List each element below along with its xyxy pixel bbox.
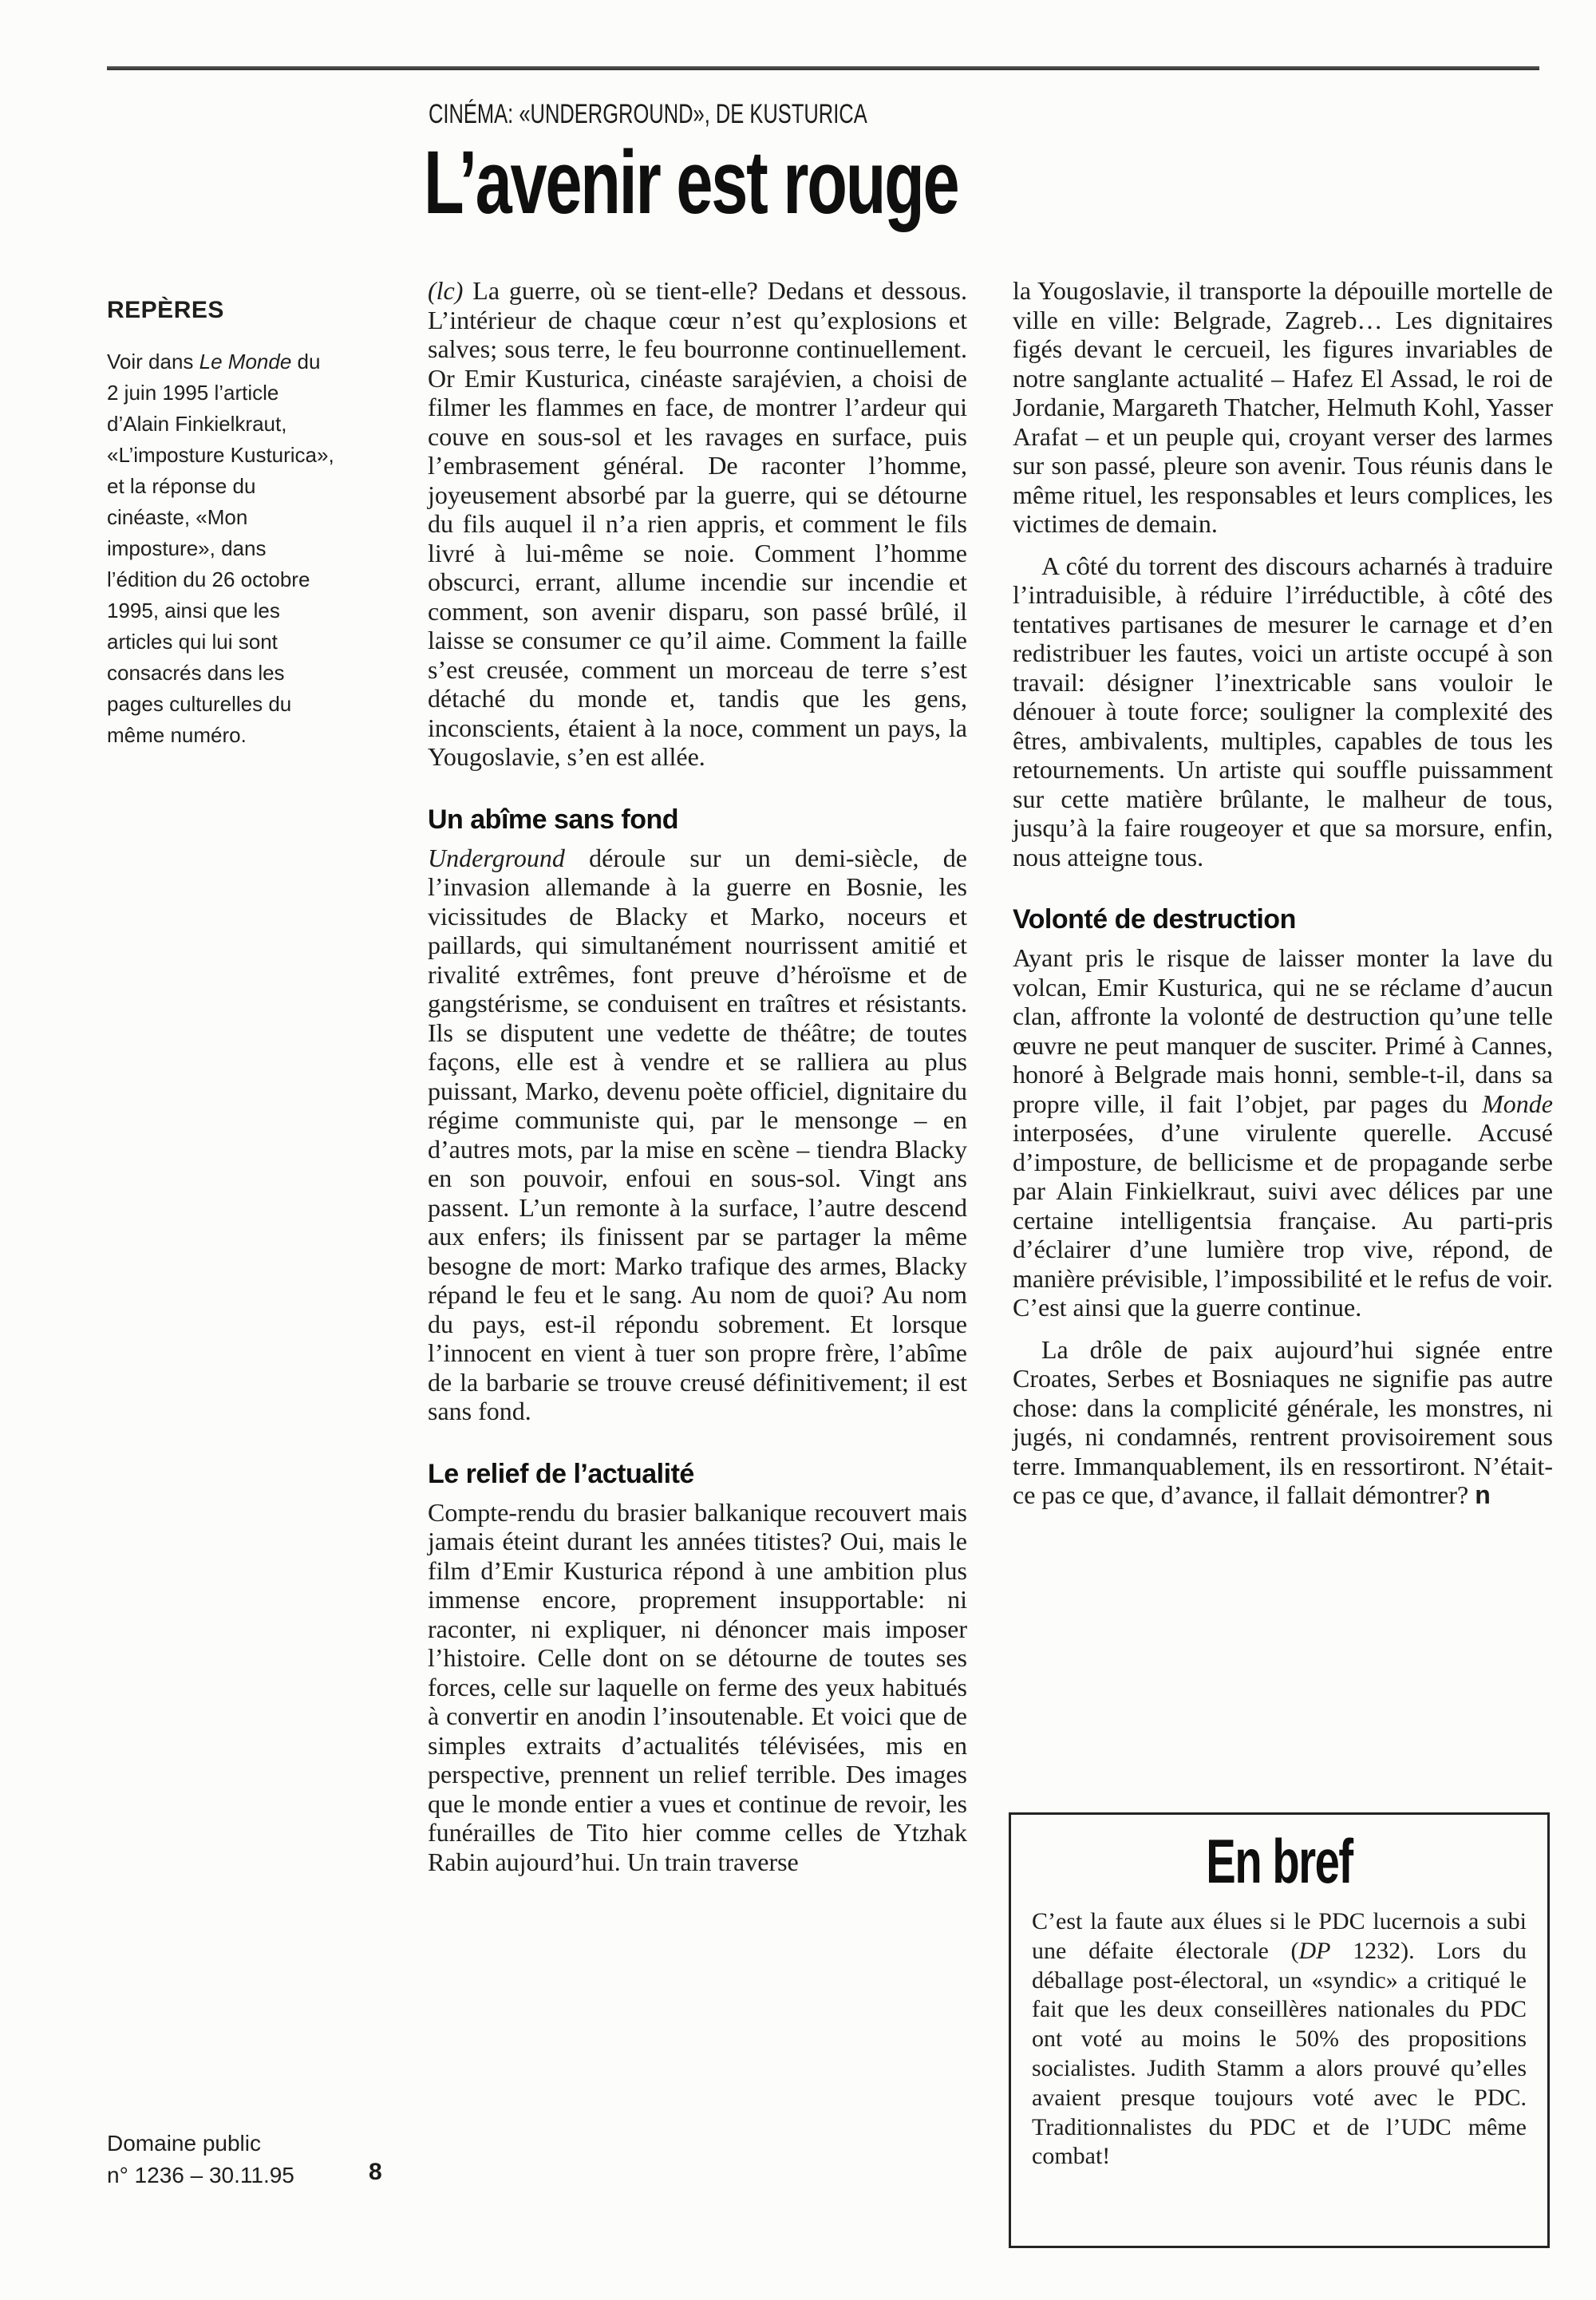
destruction-paragraph	[1013, 943, 1553, 1322]
footer-publication: Domaine public	[107, 2131, 261, 2156]
column2-paragraph-1: la Yougoslavie, il transporte la dépouille mortelle de ville en ville: Belgrade, Zagreb… Les dignitaires figés devant le cercueil, les figures invariables de notre sanglante actualité – Hafez El Assad, le roi de Jordanie, Margareth Thatcher, Helmuth Kohl, Yasser Arafat – et un peuple qui, croyant verser des larmes sur son passé, pleure son avenir. Tous réunis dans le même rituel, les responsables et leurs complices, les victimes de demain.	[1013, 276, 1553, 538]
relief-paragraph: Compte-rendu du brasier balkanique recouvert mais jamais éteint durant les années titistes? Oui, mais le film d’Emir Kusturica répond à une ambition plus immense encore, proprement insupportable: ni raconter, ni expliquer, ni dénoncer mais imposer l’histoire. Celle dont on se détourne de toutes ses forces, celle sur laquelle on ferme des yeux habitués à convertir en anodin l’insoutenable. Et voici que de simples extraits d’actualités télévisées, mis en perspective, prennent un relief terrible. Des images que le monde entier a vues et continue de revoir, les funérailles de Tito hier comme celles de Ytzhak Rabin aujourd’hui. Un train traverse	[428, 1497, 967, 1876]
paix-paragraph	[1013, 1335, 1553, 1510]
article-column-2	[1013, 276, 1553, 1510]
en-bref-text-1: C’est la faute aux élues si le PDC lucernois a subi une défaite électorale (	[1032, 1908, 1527, 1964]
author-initials: (lc)	[428, 276, 464, 305]
dp-italic: DP	[1298, 1937, 1331, 1964]
footer-issue: n° 1236 – 30.11.95	[107, 2163, 294, 2187]
section-heading-abime: Un abîme sans fond	[428, 804, 679, 835]
film-title-italic: Underground	[428, 843, 565, 872]
sidebar-reperes	[107, 297, 335, 751]
en-bref-box	[1009, 1812, 1550, 2248]
intro-text: La guerre, où se tient-elle? Dedans et dessous. L’intérieur de chaque cœur n’est qu’explosions et salves; sous terre, le feu bourronne continuellement. Or Emir Kusturica, cinéaste sarajévien, a choisi de filmer les flammes en face, de montrer l’ardeur qui couve en sous-sol et les ravages en surface, puis l’embrasement général. De raconter l’homme, joyeusement absorbé par la guerre, qui se détourne du fils auquel il n’a rien appris, et comment le fils livré à lui-même se noie. Comment l’homme obscurci, errant, allume incendie sur incendie et comment, son avenir disparu, son passé brûlé, il laisse se consumer ce qu’il aime. Comment la faille s’est creusée, comment un morceau de terre s’est détaché du monde et, tandis que les gens, inconscients, étaient à la noce, comment un pays, la Yougoslavie, s’en est allée.	[428, 276, 967, 771]
en-bref-text-2: 1232). Lors du déballage post-électoral, un «syndic» a critiqué le fait que les deux conseillères nationales du PDC ont voté au moins le 50% des propositions socialistes. Judith Stamm a alors prouvé qu’elles avaient presque toujours voté avec le PDC. Traditionnalistes du PDC et de l’UDC même combat!	[1032, 1937, 1527, 2170]
page-number: 8	[369, 2159, 382, 2185]
paix-text: La drôle de paix aujourd’hui signée entre Croates, Serbes et Bosniaques ne signifie pas autre chose: dans la complicité générale, les monstres, ni jugés, ni condamnés, rentrent provisoirement sous terre. Immanquablement, ils en ressortiront. N’était-ce pas ce que, d’avance, il fallait démontrer?	[1013, 1334, 1553, 1509]
monde-italic: Monde	[1482, 1089, 1553, 1118]
destruction-text-1: Ayant pris le risque de laisser monter la lave du volcan, Emir Kusturica, qui ne se réclame d’aucun clan, affronte la volonté de destruction qu’une telle œuvre ne peut manquer de susciter. Primé à Cannes, honoré à Belgrade mais honni, semble-t-il, dans sa propre ville, il fait l’objet, par pages du	[1013, 943, 1553, 1118]
sidebar-note-text-2: du 2 juin 1995 l’article d’Alain Finkielkraut, «L’imposture Kusturica», et la réponse du cinéaste, «Mon imposture», dans l’édition du 26 octobre 1995, ainsi que les articles qui lui sont consacrés dans les pages culturelles du même numéro.	[107, 350, 334, 747]
sidebar-heading: REPÈRES	[107, 297, 224, 323]
section-heading-destruction: Volonté de destruction	[1013, 904, 1296, 935]
intro-paragraph	[428, 276, 967, 772]
abime-text: déroule sur un demi-siècle, de l’invasion allemande à la guerre en Bosnie, les vicissitudes de Blacky et Marko, noceurs et paillards, qui simultanément nourrissent amitié et rivalité extrêmes, font preuve d’héroïsme et de gangstérisme, se conduisent en traîtres et résistants. Ils se disputent une vedette de théâtre; de toutes façons, elle est à vendre et se ralliera au plus puissant, Marko, devenu poète officiel, dignitaire du régime communiste qui, par le mensonge – en d’autres mots, par la mise en scène – tiendra Blacky en son pouvoir, enfoui en sous-sol. Vingt ans passent. L’un remonte à la surface, l’autre descend aux enfers; ils finissent par se partager la même besogne de mort: Marko trafique des armes, Blacky répand le feu et le sang. Au nom de quoi? Au nom du pays, est-il répondu sobrement. Et lorsque l’innocent en vient à tuer son propre frère, l’abîme de la barbarie se trouve creusé définitivement; il est sans fond.	[428, 843, 967, 1425]
column2-paragraph-2: A côté du torrent des discours acharnés à traduire l’intraduisible, à réduire l’irréductible, à côté des tentatives partisanes de mesurer le carnage et d’en redistribuer les fautes, voici un artiste occupé à son travail: désigner l’inextricable sans vouloir le dénouer à toute force; souligner la complexité des êtres, ambivalents, multiples, capables de tous les retournements. Un artiste qui souffle puissamment sur cette matière brûlante, le malheur de tous, jusqu’à la faire rougeoyer et que sa morsure, enfin, nous atteigne tous.	[1013, 551, 1553, 871]
sidebar-note	[107, 346, 335, 751]
top-rule	[107, 66, 1539, 70]
page-title: L’avenir est rouge	[424, 132, 958, 232]
footer	[107, 2128, 294, 2191]
sidebar-note-text: Voir dans	[107, 350, 200, 373]
sidebar-note-lemonde-italic: Le Monde	[199, 350, 292, 373]
article-end-mark: n	[1475, 1480, 1491, 1509]
article-column-1	[428, 276, 967, 1876]
en-bref-paragraph	[1032, 1907, 1527, 2172]
destruction-text-2: interposées, d’une virulente querelle. Accusé d’imposture, de bellicisme et de propagande serbe par Alain Finkielkraut, suivi avec délices par une certaine intelligentsia française. Au parti-pris d’éclairer d’une lumière trop vive, répond, de manière prévisible, l’impossibilité et le refus de voir. C’est ainsi que la guerre continue.	[1013, 1118, 1553, 1322]
article-kicker: CINÉMA: «UNDERGROUND», DE KUSTURICA	[429, 99, 867, 129]
abime-paragraph	[428, 844, 967, 1426]
section-heading-relief: Le relief de l’actualité	[428, 1458, 694, 1489]
en-bref-title: En bref	[1206, 1826, 1353, 1896]
